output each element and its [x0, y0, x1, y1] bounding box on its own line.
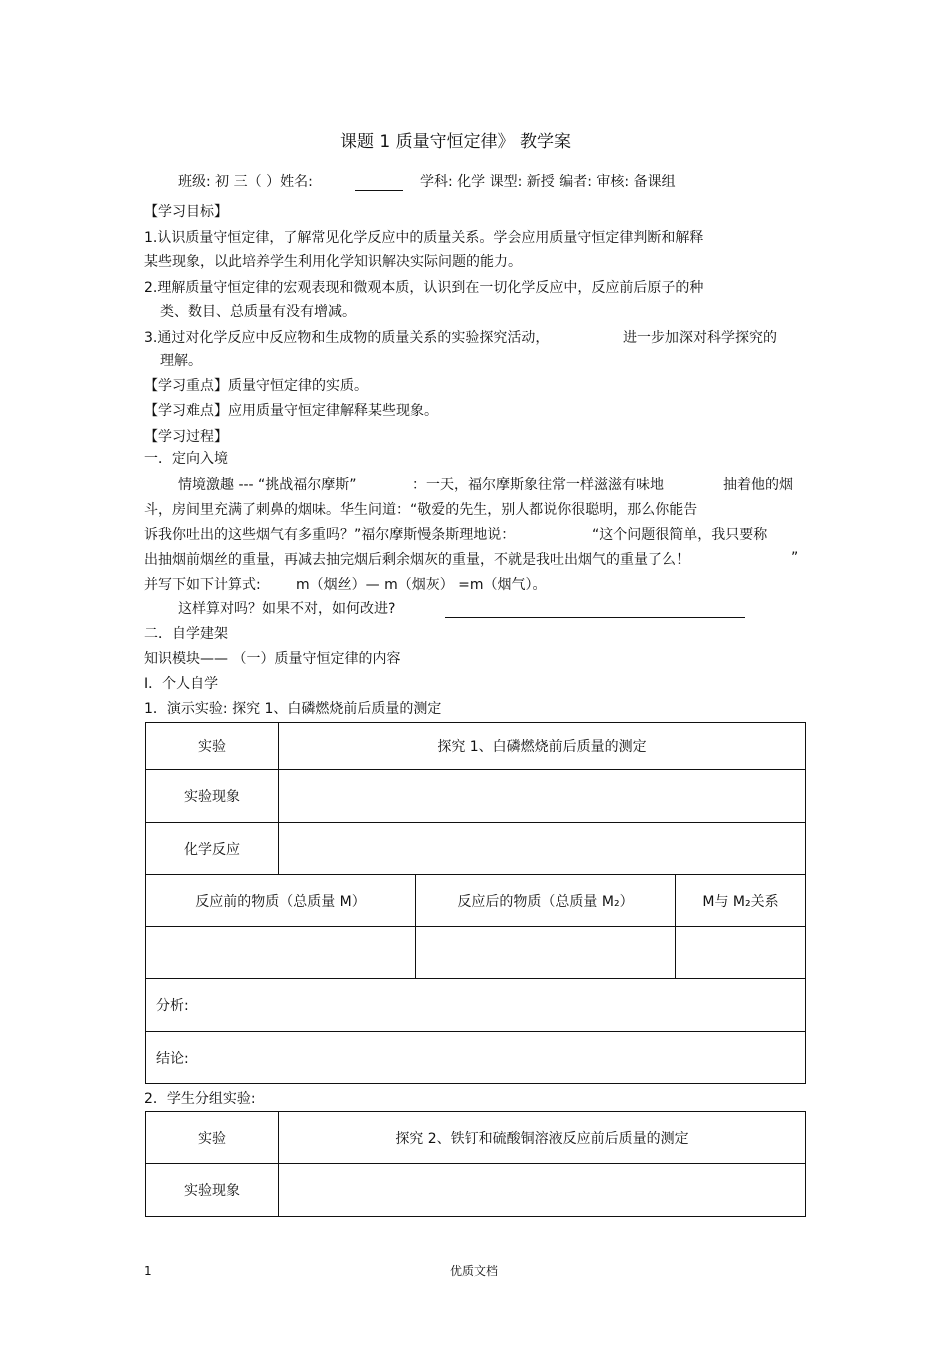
process-heading: 【学习过程】	[144, 429, 228, 445]
section-1-heading: 一．定向入境	[144, 451, 228, 467]
answer-underline	[445, 617, 745, 618]
goals-heading: 【学习目标】	[144, 204, 228, 220]
table1-before-header: 反应前的物质（总质量 M）	[146, 875, 416, 927]
table1-after-header: 反应后的物质（总质量 M₂）	[416, 875, 676, 927]
page-number: 1	[144, 1264, 152, 1278]
table1-phenomenon-cell[interactable]	[279, 770, 806, 823]
table1-after-cell[interactable]	[416, 927, 676, 979]
goal-3-line-1a: 3.通过对化学反应中反应物和生成物的质量关系的实验探究活动，	[144, 330, 550, 346]
page-title: 课题 1 质量守恒定律》 教学案	[340, 132, 572, 152]
story-line-1c: 抽着他的烟	[723, 477, 793, 493]
table2-experiment-label: 实验	[146, 1112, 279, 1164]
table1-conclusion[interactable]: 结论:	[146, 1032, 806, 1084]
difficulty: 【学习难点】应用质量守恒定律解释某些现象。	[144, 403, 438, 419]
goal-2-line-2: 类、数目、总质量有没有增减。	[160, 304, 356, 320]
table1-reaction-label: 化学反应	[146, 823, 279, 875]
experiment-1-table	[145, 722, 806, 1084]
table1-relation-cell[interactable]	[676, 927, 806, 979]
self-study-heading: Ⅰ．个人自学	[144, 676, 219, 692]
story-line-4b: ”	[791, 550, 799, 566]
story-line-1a: 情境激趣 --- “挑战福尔摩斯”	[178, 477, 357, 493]
knowledge-module: 知识模块—— （一）质量守恒定律的内容	[144, 651, 401, 667]
table1-experiment-label: 实验	[146, 723, 279, 770]
experiment-2-table	[145, 1111, 806, 1217]
key-point: 【学习重点】质量守恒定律的实质。	[144, 378, 368, 394]
story-line-2: 斗，房间里充满了刺鼻的烟味。华生问道：“敬爱的先生，别人都说你很聪明，那么你能告	[144, 502, 698, 518]
class-name-label: 班级: 初 三（ ）姓名:	[178, 174, 313, 190]
story-line-5a: 并写下如下计算式:	[144, 577, 261, 593]
goal-3-line-2: 理解。	[160, 353, 202, 369]
table1-before-cell[interactable]	[146, 927, 416, 979]
table2-phenomenon-label: 实验现象	[146, 1164, 279, 1217]
table1-phenomenon-label: 实验现象	[146, 770, 279, 823]
section-2-heading: 二．自学建架	[144, 626, 228, 642]
story-line-3a: 诉我你吐出的这些烟气有多重吗？”福尔摩斯慢条斯理地说：	[144, 527, 516, 543]
table1-relation-header: M与 M₂关系	[676, 875, 806, 927]
story-line-4a: 出抽烟前烟丝的重量，再减去抽完烟后剩余烟灰的重量，不就是我吐出烟气的重量了么！	[144, 552, 690, 568]
goal-1-line-1: 1.认识质量守恒定律，了解常见化学反应中的质量关系。学会应用质量守恒定律判断和解释	[144, 230, 704, 246]
group-experiment-heading: 2．学生分组实验:	[144, 1091, 256, 1107]
story-line-1b: ：一天，福尔摩斯象往常一样滋滋有味地	[412, 477, 664, 493]
goal-1-line-2: 某些现象，以此培养学生利用化学知识解决实际问题的能力。	[144, 254, 522, 270]
name-underline	[355, 190, 403, 191]
table1-analysis[interactable]: 分析:	[146, 979, 806, 1032]
goal-3-line-1b: 进一步加深对科学探究的	[623, 330, 777, 346]
demo-experiment-heading: 1．演示实验: 探究 1、白磷燃烧前后质量的测定	[144, 701, 442, 717]
course-meta-info: 学科: 化学 课型: 新授 编者: 审核: 备课组	[420, 174, 676, 190]
question: 这样算对吗？如果不对，如何改进?	[178, 601, 396, 617]
story-line-3b: “这个问题很简单，我只要称	[592, 527, 768, 543]
table1-reaction-cell[interactable]	[279, 823, 806, 875]
formula: m（烟丝）— m（烟灰） =m（烟气）。	[296, 577, 547, 593]
table2-phenomenon-cell[interactable]	[279, 1164, 806, 1217]
goal-2-line-1: 2.理解质量守恒定律的宏观表现和微观本质，认识到在一切化学反应中，反应前后原子的种	[144, 280, 704, 296]
footer-label: 优质文档	[450, 1264, 499, 1278]
table1-experiment-value: 探究 1、白磷燃烧前后质量的测定	[279, 723, 806, 770]
table2-experiment-value: 探究 2、铁钉和硫酸铜溶液反应前后质量的测定	[279, 1112, 806, 1164]
